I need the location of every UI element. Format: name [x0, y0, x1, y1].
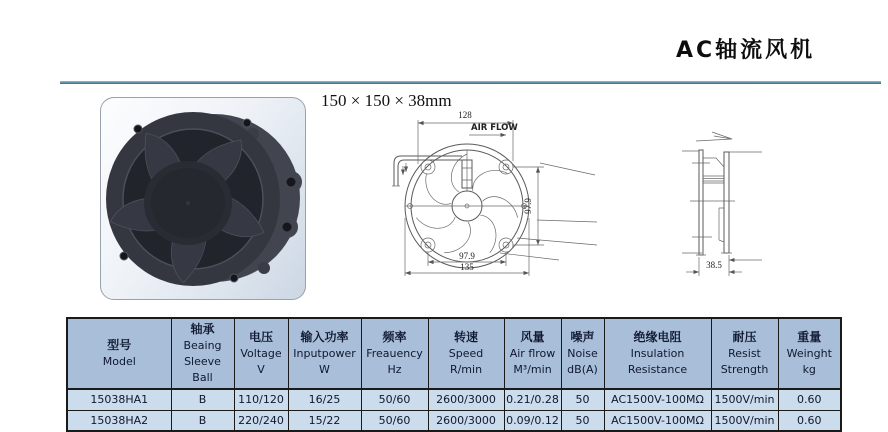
spec-row-15038HA2: [67, 410, 841, 431]
header-cn: 绝缘电阻: [633, 329, 682, 344]
cell-weight: 0.60: [778, 389, 841, 410]
col-header-insulation-resistance: [604, 318, 711, 389]
header-en: Air flrow: [509, 347, 556, 361]
header-unit: Hz: [387, 363, 402, 377]
header-unit: V: [257, 363, 265, 377]
airflow-direction-arrow: [696, 132, 732, 141]
cell-bearing: B: [171, 410, 234, 431]
cell-weight: 0.60: [778, 410, 841, 431]
cell-model: 15038HA2: [67, 410, 171, 431]
header-cn: 型号: [107, 337, 132, 352]
header-en: Voltage: [240, 347, 282, 361]
dim-97-9-bottom-label: 97.9: [459, 251, 475, 261]
header-cn: 噪声: [570, 329, 595, 344]
cell-insulation-resistance: AC1500V-100MΩ: [604, 389, 711, 410]
side-view-drawing: [658, 124, 788, 284]
front-view-fan-outline: [405, 144, 529, 268]
col-header-bearing: [171, 318, 234, 389]
cell-air-flow: 0.09/0.12: [504, 410, 561, 431]
cell-noise: 50: [561, 389, 604, 410]
header-unit: R/min: [449, 363, 483, 377]
header-en: Freauency: [366, 347, 423, 361]
header-cn: 电压: [248, 329, 273, 344]
dim-128-label: 128: [458, 110, 472, 120]
header-cn: 转速: [453, 329, 478, 344]
dim-135-label: 135: [460, 262, 474, 272]
header-unit: Sleeve Ball: [184, 355, 221, 385]
header-unit: dB(A): [567, 363, 598, 377]
air-flow-label: AIR FLOW: [471, 123, 518, 133]
header-cn: 频率: [382, 329, 407, 344]
cell-bearing: B: [171, 389, 234, 410]
header-cn: 重量: [797, 329, 822, 344]
header-en: Inputpower: [293, 347, 356, 361]
header-cn: 输入功率: [300, 329, 349, 344]
dim-frame-width: [405, 218, 529, 276]
header-cn: 轴承: [190, 322, 215, 336]
cell-frequency: 50/60: [361, 410, 428, 431]
col-header-input-power: [288, 318, 361, 389]
col-header-resist-strength: [711, 318, 778, 389]
cell-resist-strength: 1500V/min: [711, 410, 778, 431]
header-unit: Strength: [720, 363, 769, 377]
cell-frequency: 50/60: [361, 389, 428, 410]
cell-insulation-resistance: AC1500V-100MΩ: [604, 410, 711, 431]
col-header-voltage: [234, 318, 288, 389]
header-divider: [60, 81, 881, 84]
col-header-speed: [428, 318, 504, 389]
cell-voltage: 110/120: [234, 389, 288, 410]
header-en: Model: [102, 355, 136, 369]
cell-speed: 2600/3000: [428, 389, 504, 410]
product-photo: [100, 97, 306, 300]
front-view-drawing: [372, 106, 607, 296]
cell-air-flow: 0.21/0.28: [504, 389, 561, 410]
header-en: Speed: [448, 347, 484, 361]
cell-noise: 50: [561, 410, 604, 431]
header-en: Weinght: [786, 347, 832, 361]
col-header-noise: [561, 318, 604, 389]
header-unit: Resistance: [627, 363, 688, 377]
spec-row-15038HA1: [67, 389, 841, 410]
header-unit: M³/min: [513, 363, 552, 377]
col-header-air-flow: [504, 318, 561, 389]
cell-speed: 2600/3000: [428, 410, 504, 431]
cell-input-power: 16/25: [288, 389, 361, 410]
col-header-weight: [778, 318, 841, 389]
header-unit: W: [319, 363, 330, 377]
side-leader-lines: [682, 151, 762, 260]
col-header-frequency: [361, 318, 428, 389]
spec-header-row: [67, 318, 841, 389]
col-header-model: [67, 318, 171, 389]
side-view-profile: [690, 150, 735, 255]
cell-model: 15038HA1: [67, 389, 171, 410]
air-flow: [469, 123, 518, 135]
dim-depth: [686, 255, 742, 276]
dim-97-9-right-label: 97.9: [523, 198, 533, 214]
header-unit: kg: [802, 363, 816, 377]
header-en: Beaing: [183, 339, 222, 353]
page-title: AC轴流风机: [676, 38, 816, 63]
header-en: Resist: [728, 347, 761, 361]
axial-fan-image: [101, 98, 306, 300]
header-cn: 耐压: [732, 329, 757, 344]
cell-voltage: 220/240: [234, 410, 288, 431]
header-cn: 风量: [520, 329, 545, 344]
spec-table: [66, 317, 842, 432]
cell-resist-strength: 1500V/min: [711, 389, 778, 410]
cell-input-power: 15/22: [288, 410, 361, 431]
header-en: Noise: [567, 347, 598, 361]
size-label: 150 × 150 × 38mm: [321, 91, 452, 110]
header-en: Insulation: [630, 347, 685, 361]
dim-38-5-label: 38.5: [706, 260, 722, 270]
